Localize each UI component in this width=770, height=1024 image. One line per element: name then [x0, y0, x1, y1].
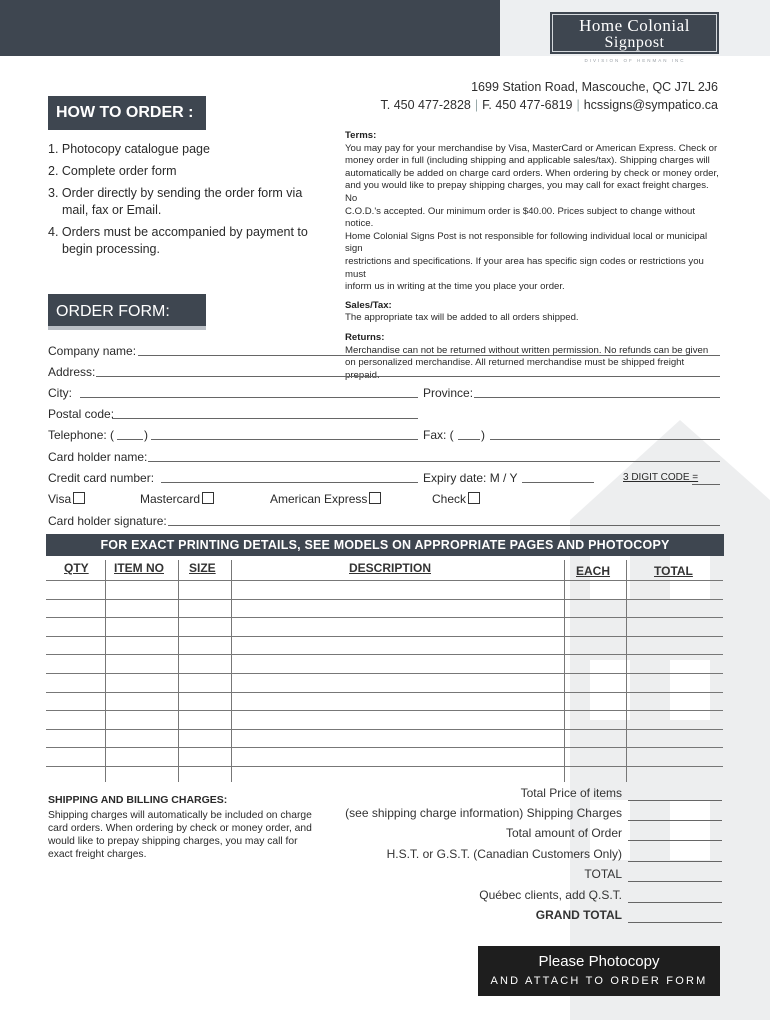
shipping-charges-line[interactable] — [628, 820, 722, 821]
address-input-line[interactable] — [96, 376, 720, 377]
returns-line: Merchandise can not be returned without written permission. No refunds can be given — [345, 344, 709, 356]
province-input-line[interactable] — [474, 397, 720, 398]
terms-line: Home Colonial Signs Post is not responsible for following individual local or municipal sign — [345, 230, 708, 255]
signature-input-line[interactable] — [168, 525, 720, 526]
how-to-order-heading: HOW TO ORDER : — [48, 96, 206, 130]
expiry-input-line[interactable] — [522, 482, 594, 483]
photocopy-notice — [478, 946, 720, 996]
email-address[interactable]: hcssigns@sympatico.ca — [583, 98, 718, 112]
card-holder-input-line[interactable] — [148, 461, 720, 462]
grand-total-line[interactable] — [628, 922, 722, 923]
hst-gst-label: H.S.T. or G.S.T. (Canadian Customers Only) — [386, 847, 622, 861]
photocopy-subtitle: AND ATTACH TO ORDER FORM — [490, 975, 708, 987]
qst-line[interactable] — [628, 902, 722, 903]
step-2: 2. Complete order form — [48, 164, 177, 178]
item-no-header: ITEM NO — [114, 561, 164, 575]
province-label: Province: — [423, 386, 474, 400]
printing-details-banner: FOR EXACT PRINTING DETAILS, SEE MODELS ON APPROPRIATE PAGES AND PHOTOCOPY — [46, 534, 724, 556]
total-header: TOTAL — [654, 564, 693, 578]
terms-line: restrictions and specifications. If your area has specific sign codes or restrictions you must — [345, 255, 704, 280]
column-divider — [105, 560, 106, 782]
amex-option[interactable] — [270, 490, 381, 508]
terms-line: automatically be added on charge card orders. When ordering by check or money order, — [345, 167, 719, 179]
sales-tax-title: Sales/Tax: — [345, 299, 392, 311]
logo-tagline: DIVISION OF HENMAN INC — [584, 58, 686, 63]
postal-input-line[interactable] — [112, 418, 418, 419]
fax-close-paren: ) — [481, 428, 485, 442]
mastercard-option[interactable] — [140, 490, 214, 508]
terms-line: and you would like to prepay shipping charges, you may call for exact freight charges. No — [345, 180, 709, 204]
table-row[interactable] — [46, 617, 723, 618]
total-amount-label: Total amount of Order — [505, 826, 622, 840]
table-row[interactable] — [46, 580, 723, 581]
qst-label: Québec clients, add Q.S.T. — [479, 888, 622, 902]
company-input-line[interactable] — [138, 355, 720, 356]
total-line[interactable] — [628, 881, 722, 882]
digit-code-label: 3 DIGIT CODE = — [623, 472, 699, 483]
step-4: 4. Orders must be accompanied by payment to — [48, 225, 308, 239]
amex-checkbox[interactable] — [369, 492, 381, 504]
terms-line: You may pay for your merchandise by Visa, MasterCard or American Express. Check or — [345, 142, 718, 154]
order-form-heading: ORDER FORM: — [48, 294, 206, 330]
terms-line: inform us in writing at the time you place your order. — [345, 281, 565, 293]
terms-line: money order in full (including shipping and applicable sales/tax). Shipping charges will — [345, 155, 710, 167]
photocopy-title: Please Photocopy — [538, 953, 660, 970]
telephone-label: Telephone: ( — [48, 428, 115, 442]
total-label: TOTAL — [584, 867, 622, 881]
credit-card-input-line[interactable] — [161, 482, 418, 483]
fax-input-line[interactable] — [490, 439, 720, 440]
phone-number: T. 450 477-2828 — [380, 98, 471, 112]
grand-total-label: GRAND TOTAL — [535, 908, 622, 922]
check-label: Check — [432, 492, 467, 506]
company-logo — [552, 14, 717, 52]
check-checkbox[interactable] — [468, 492, 480, 504]
description-header: DESCRIPTION — [349, 561, 432, 575]
returns-line: on personalized merchandise. All returned merchandise must be shipped freight prepaid. — [345, 357, 685, 381]
shipping-line: Shipping charges will automatically be included on charge — [48, 810, 312, 821]
total-price-items-line[interactable] — [628, 800, 722, 801]
signature-label: Card holder signature: — [48, 514, 167, 528]
column-divider — [178, 560, 179, 782]
telephone-input-line[interactable] — [151, 439, 418, 440]
sales-tax-text: The appropriate tax will be added to all orders shipped. — [345, 312, 579, 324]
city-label: City: — [48, 386, 72, 400]
qty-header: QTY — [64, 561, 89, 575]
telephone-area-line[interactable] — [117, 439, 143, 440]
shipping-line: exact freight charges. — [48, 849, 147, 860]
step-3-cont: mail, fax or Email. — [62, 203, 162, 217]
each-header: EACH — [576, 564, 611, 578]
table-row[interactable] — [46, 654, 723, 655]
terms-line: C.O.D.'s accepted. Our minimum order is $40.00. Prices subject to change without notice. — [345, 205, 696, 230]
shipping-line: would like to prepay shipping charges, you may call for — [48, 836, 298, 847]
postal-label: Postal code: — [48, 407, 115, 421]
table-row[interactable] — [46, 692, 723, 693]
amex-label: American Express — [270, 492, 368, 506]
fax-label: Fax: ( — [423, 428, 454, 442]
table-row[interactable] — [46, 673, 723, 674]
table-row[interactable] — [46, 599, 723, 600]
city-input-line[interactable] — [80, 397, 418, 398]
returns-title: Returns: — [345, 331, 385, 343]
logo-line1: Home Colonial — [579, 16, 690, 35]
fax-number: F. 450 477-6819 — [482, 98, 573, 112]
logo-line2: Signpost — [604, 34, 665, 51]
terms-title: Terms: — [345, 130, 377, 141]
visa-label: Visa — [48, 492, 72, 506]
column-divider — [626, 560, 627, 782]
step-1: 1. Photocopy catalogue page — [48, 142, 210, 156]
address-line: 1699 Station Road, Mascouche, QC J7L 2J6 — [471, 80, 718, 94]
company-label: Company name: — [48, 344, 137, 358]
check-option[interactable] — [432, 490, 480, 508]
visa-checkbox[interactable] — [73, 492, 85, 504]
expiry-label: Expiry date: M / Y — [423, 471, 518, 485]
column-divider — [231, 560, 232, 782]
telephone-close-paren: ) — [144, 428, 148, 442]
contact-line: T. 450 477-2828 | F. 450 477-6819 | hcssigns@sympatico.ca — [380, 98, 718, 112]
table-row[interactable] — [46, 747, 723, 748]
terms-block — [345, 130, 720, 382]
mastercard-checkbox[interactable] — [202, 492, 214, 504]
fax-area-line[interactable] — [458, 439, 480, 440]
total-amount-line[interactable] — [628, 840, 722, 841]
credit-card-label: Credit card number: — [48, 471, 155, 485]
shipping-line: card orders. When ordering by check or money order, and — [48, 823, 312, 834]
table-row[interactable] — [46, 766, 723, 767]
hst-gst-line[interactable] — [628, 861, 722, 862]
table-row[interactable] — [46, 710, 723, 711]
visa-option[interactable] — [48, 490, 85, 508]
step-3: 3. Order directly by sending the order form via — [48, 186, 303, 200]
header-bar — [0, 0, 500, 56]
total-price-items-label: Total Price of items — [520, 786, 622, 800]
shipping-charges-label: (see shipping charge information) Shipping Charges — [345, 806, 622, 820]
size-header: SIZE — [189, 561, 216, 575]
card-holder-label: Card holder name: — [48, 450, 148, 464]
table-row[interactable] — [46, 636, 723, 637]
column-divider — [564, 560, 565, 782]
shipping-text — [48, 809, 338, 861]
digit-code-input-line[interactable] — [692, 484, 720, 485]
mastercard-label: Mastercard — [140, 492, 201, 506]
table-row[interactable] — [46, 729, 723, 730]
address-label: Address: — [48, 365, 96, 379]
shipping-heading: SHIPPING AND BILLING CHARGES: — [48, 794, 228, 806]
step-4-cont: begin processing. — [62, 242, 160, 256]
